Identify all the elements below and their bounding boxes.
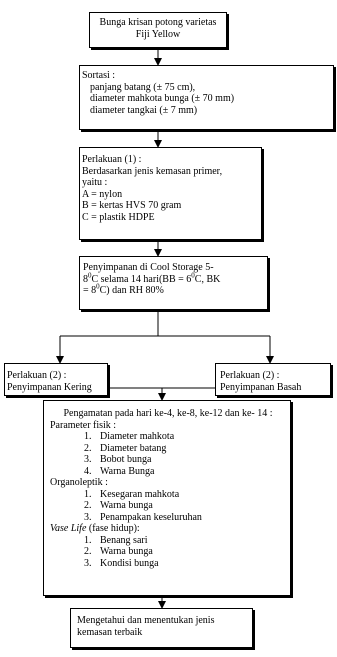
list-item: 1. Diameter mahkota	[84, 431, 175, 442]
result-line-1: Mengetahui dan menentukan jenis	[77, 615, 215, 626]
list-item: 3. Bobot bunga	[84, 454, 152, 465]
perlakuan-1-option-b: B = kertas HVS 70 gram	[82, 200, 182, 211]
sortasi-item-3: diameter tangkai (± 7 mm)	[90, 104, 198, 116]
vase-life-label: Vase Life (fase hidup):	[50, 523, 140, 534]
perlakuan-1-option-a: A = nylon	[82, 188, 123, 200]
cool-storage-line-2: $8^0C$ selama 14 hari(BB = $6^0C$, BK	[83, 271, 221, 285]
basah-line-1: Perlakuan (2) :	[220, 370, 280, 381]
list-item: 1. Benang sari	[84, 534, 148, 546]
cool-storage-line-3: = $8^0C$) dan RH 80%	[83, 282, 164, 296]
list-item: 4. Warna Bunga	[84, 465, 155, 477]
perlakuan-1-desc-2: yaitu :	[82, 177, 108, 188]
organoleptik-list	[46, 489, 290, 524]
cool-storage-line-1: Penyimpanan di Cool Storage 5-	[83, 262, 214, 273]
vase-life-list	[46, 535, 290, 570]
pengamatan-box	[43, 400, 291, 596]
list-item: 2. Warna bunga	[84, 546, 153, 557]
start-line-2: Fiji Yellow	[135, 28, 181, 40]
perlakuan-1-desc-1: Berdasarkan jenis kemasan primer,	[82, 165, 223, 177]
sortasi-item-2: diameter mahkota bunga (± 70 mm)	[90, 93, 235, 104]
pengamatan-title: Pengamatan pada hari ke-4, ke-8, ke-12 dan ke- 14 :	[63, 408, 273, 419]
result-box	[70, 608, 253, 648]
sortasi-item-1: panjang batang (± 75 cm),	[90, 81, 196, 93]
basah-line-2: Penyimpanan Basah	[220, 381, 302, 393]
kering-line-2: Penyimpanan Kering	[7, 381, 92, 393]
parameter-fisik-list	[46, 431, 290, 477]
start-line-1: Bunga krisan potong varietas	[99, 17, 217, 28]
parameter-fisik-label: Parameter fisik :	[50, 419, 117, 431]
start-box	[89, 12, 227, 48]
perlakuan-1-box	[79, 147, 262, 240]
list-item: 3. Kondisi bunga	[84, 557, 159, 569]
sortasi-box	[79, 65, 334, 130]
cool-storage-box	[79, 256, 268, 310]
organoleptik-label: Organoleptik :	[50, 477, 108, 488]
perlakuan-1-title: Perlakuan (1) :	[82, 154, 142, 165]
list-item: 2. Warna bunga	[84, 500, 153, 511]
list-item: 1. Kesegaran mahkota	[84, 488, 180, 500]
sortasi-title: Sortasi :	[82, 70, 116, 81]
kering-line-1: Perlakuan (2) :	[7, 370, 67, 381]
list-item: 3. Penampakan keseluruhan	[84, 511, 202, 523]
list-item: 2. Diameter batang	[84, 442, 167, 454]
result-line-2: kemasan terbaik	[77, 626, 143, 638]
perlakuan-1-option-c: C = plastik HDPE	[82, 211, 155, 223]
penyimpanan-basah-box	[215, 363, 331, 396]
penyimpanan-kering-box	[4, 363, 108, 396]
